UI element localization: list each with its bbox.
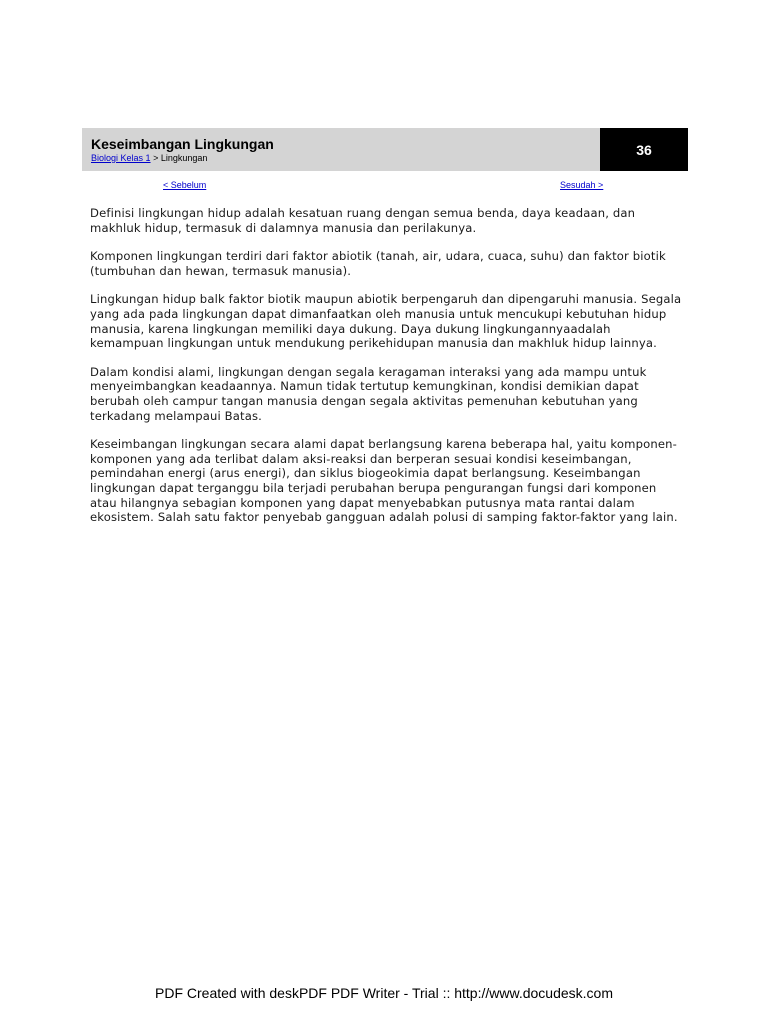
- header-bar: [82, 128, 688, 171]
- paragraph: Definisi lingkungan hidup adalah kesatuan ruang dengan semua benda, daya keadaan, dan makhluk hidup, termasuk di dalamnya manusia dan perilakunya.: [90, 206, 636, 235]
- breadcrumb-separator: >: [153, 153, 159, 163]
- paragraph: Lingkungan hidup balk faktor biotik maupun abiotik berpengaruh dan dipengaruhi manusia. Segala yang ada pada lingkungan dapat dimanfaatkan oleh manusia untuk mencukupi kebutuhan hidup manusia, karena lingkungan memiliki daya dukung. Daya dukung lingkungannyaadalah kemampuan lingkungan untuk mendukung perikehidupan manusia dan makhluk hidup lainnya.: [90, 292, 682, 351]
- page-number-box: [600, 128, 688, 171]
- next-link[interactable]: Sesudah >: [560, 180, 604, 190]
- breadcrumb-link-biologi[interactable]: Biologi Kelas 1: [91, 153, 151, 163]
- article-content: [90, 206, 686, 539]
- paragraph: Dalam kondisi alami, lingkungan dengan segala keragaman interaksi yang ada mampu untuk menyeimbangkan keadaannya. Namun tidak tertutup kemungkinan, kondisi demikian dapat berubah oleh campur tangan manusia dengan segala aktivitas pemenuhan kebutuhan yang terkadang melampaui Batas.: [90, 364, 647, 423]
- prev-link[interactable]: < Sebelum: [163, 180, 207, 190]
- footer-watermark: PDF Created with deskPDF PDF Writer - Trial :: http://www.docudesk.com: [155, 985, 613, 1001]
- header-left: [82, 128, 600, 171]
- page-title: Keseimbangan Lingkungan: [91, 136, 274, 152]
- breadcrumb: [91, 153, 600, 164]
- breadcrumb-current: Lingkungan: [160, 153, 208, 163]
- paragraph: Komponen lingkungan terdiri dari faktor abiotik (tanah, air, udara, cuaca, suhu) dan faktor biotik (tumbuhan dan hewan, termasuk manusia).: [90, 249, 666, 278]
- page-number: 36: [636, 141, 652, 158]
- paragraph: Keseimbangan lingkungan secara alami dapat berlangsung karena beberapa hal, yaitu komponen-komponen yang ada terlibat dalam aksi-reaksi dan berperan sesuai kondisi keseimbangan, pemindahan energi (arus energi), dan siklus biogeokimia dapat berlangsung. Keseimbangan lingkungan dapat terganggu bila terjadi perubahan berupa pengurangan fungsi dari komponen atau hilangnya sebagian komponen yang dapat menyebabkan putusnya mata rantai dalam ekosistem. Salah satu faktor penyebab gangguan adalah polusi di samping faktor-faktor yang lain.: [90, 437, 678, 525]
